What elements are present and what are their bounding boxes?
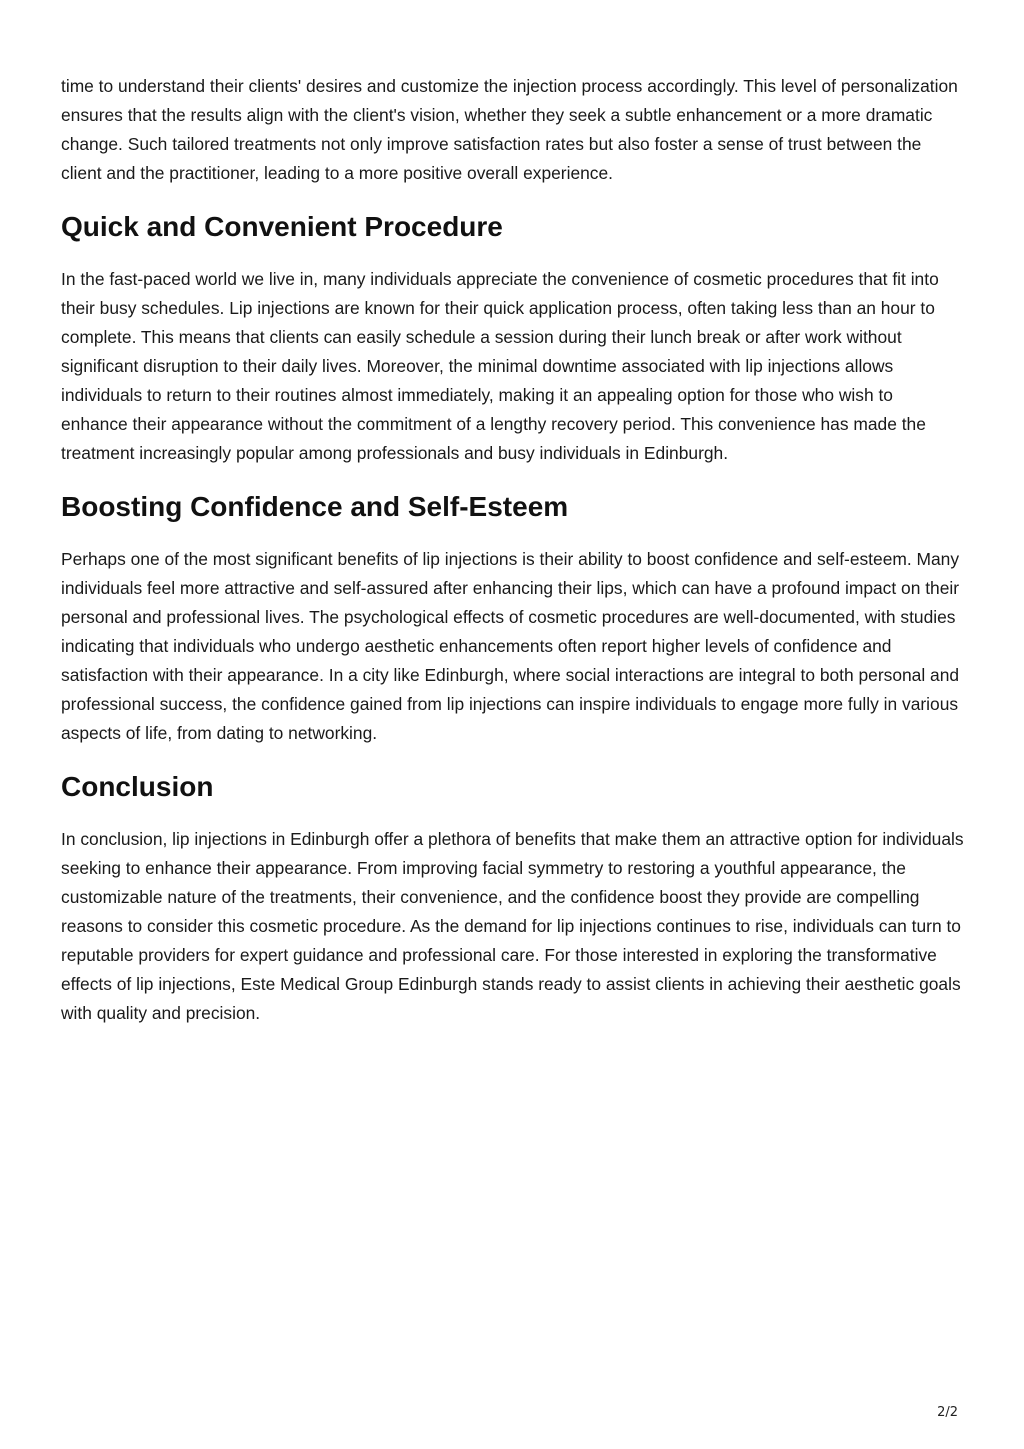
intro-paragraph: time to understand their clients' desires and customize the injection process accordingly. This level of personalization ensures that the results align with the client's vision, whether they seek a subtle enhancement or a more dramatic change. Such tailored treatments not only improve satisfaction rates but also foster a sense of trust between the client and the practitioner, leading to a more positive overall experience. <box>61 76 958 183</box>
heading-quick-convenient: Quick and Convenient Procedure <box>61 211 503 242</box>
heading-boosting-confidence: Boosting Confidence and Self-Esteem <box>61 491 569 522</box>
page-number: 2/2 <box>937 1405 958 1420</box>
paragraph-conclusion: In conclusion, lip injections in Edinburgh offer a plethora of benefits that make them an attractive option for individuals seeking to enhance their appearance. From improving facial symmetry to restoring a youthful appearance, the customizable nature of the treatments, their convenience, and the confidence boost they provide are compelling reasons to consider this cosmetic procedure. As the demand for lip injections continues to rise, individuals can turn to reputable providers for expert guidance and professional care. For those interested in exploring the transformative effects of lip injections, Este Medical Group Edinburgh stands ready to assist clients in achieving their aesthetic goals with quality and precision. <box>61 829 964 1023</box>
paragraph-quick-convenient: In the fast-paced world we live in, many individuals appreciate the convenience of cosmetic procedures that fit into their busy schedules. Lip injections are known for their quick application process, often taking less than an hour to complete. This means that clients can easily schedule a session during their lunch break or after work without significant disruption to their daily lives. Moreover, the minimal downtime associated with lip injections allows individuals to return to their routines almost immediately, making it an appealing option for those who wish to enhance their appearance without the commitment of a lengthy recovery period. This convenience has made the treatment increasingly popular among professionals and busy individuals in Edinburgh. <box>61 269 939 463</box>
heading-conclusion: Conclusion <box>61 771 214 802</box>
document-page <box>61 72 964 1028</box>
paragraph-boosting-confidence: Perhaps one of the most significant benefits of lip injections is their ability to boost confidence and self-esteem. Many individuals feel more attractive and self-assured after enhancing their lips, which can have a profound impact on their personal and professional lives. The psychological effects of cosmetic procedures are well-documented, with studies indicating that individuals who undergo aesthetic enhancements often report higher levels of confidence and satisfaction with their appearance. In a city like Edinburgh, where social interactions are integral to both personal and professional success, the confidence gained from lip injections can inspire individuals to engage more fully in various aspects of life, from dating to networking. <box>61 549 960 743</box>
